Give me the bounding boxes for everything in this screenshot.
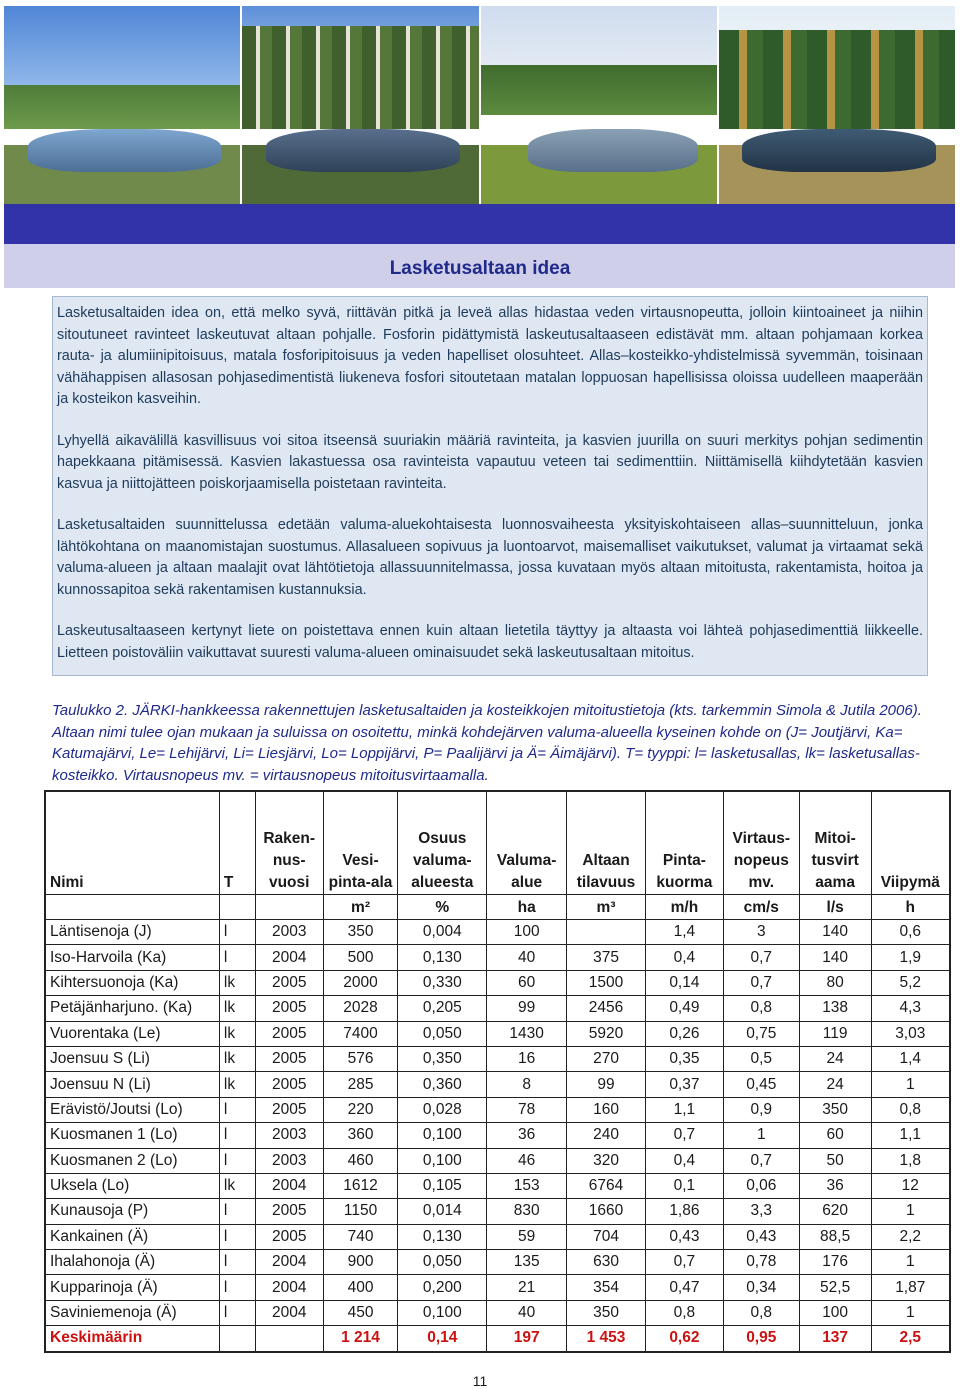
table-cell: lk: [219, 1021, 255, 1046]
table-cell: 2000: [323, 970, 398, 995]
site-name: Kuosmanen 1 (Lo): [45, 1123, 219, 1148]
table-cell: 0,47: [645, 1275, 723, 1300]
header-flow-velocity: [723, 791, 799, 895]
table-cell: 2004: [255, 945, 323, 970]
table-cell: l: [219, 945, 255, 970]
table-cell: 2,2: [871, 1224, 950, 1249]
table-cell: 0,8: [723, 996, 799, 1021]
table-cell: l: [219, 1275, 255, 1300]
table-cell: 2004: [255, 1300, 323, 1325]
table-cell: 0,4: [645, 1148, 723, 1173]
header-line: pinta-ala: [328, 874, 393, 891]
site-name: Petäjänharjuno. (Ka): [45, 996, 219, 1021]
unit-cell: m/h: [645, 895, 723, 920]
table-cell: 0,06: [723, 1173, 799, 1198]
table-cell: 0,4: [645, 945, 723, 970]
table-row: [45, 1097, 950, 1122]
table-cell: 0,130: [398, 945, 487, 970]
unit-cell: [219, 895, 255, 920]
table-cell: 16: [487, 1046, 567, 1071]
table-row: [45, 920, 950, 945]
header-line: vuosi: [268, 874, 310, 891]
unit-cell: h: [871, 895, 950, 920]
table-cell: 2005: [255, 970, 323, 995]
header-line: Virtaus-: [732, 830, 790, 847]
unit-cell: ha: [487, 895, 567, 920]
table-cell: 2456: [567, 996, 646, 1021]
table-cell: 0,49: [645, 996, 723, 1021]
table-cell: 0,028: [398, 1097, 487, 1122]
table-cell: 0,6: [871, 920, 950, 945]
table-cell: 176: [799, 1250, 871, 1275]
table-cell: 2005: [255, 1072, 323, 1097]
table-cell: 40: [487, 945, 567, 970]
table-cell: 3,3: [723, 1199, 799, 1224]
table-cell: 0,45: [723, 1072, 799, 1097]
table-cell: 100: [799, 1300, 871, 1325]
table-cell: 1,9: [871, 945, 950, 970]
table-row: [45, 1250, 950, 1275]
table-cell: 60: [799, 1123, 871, 1148]
table-cell: 1,1: [645, 1097, 723, 1122]
table-cell: 460: [323, 1148, 398, 1173]
table-cell: 0,350: [398, 1046, 487, 1071]
table-cell: 59: [487, 1224, 567, 1249]
table-cell: 0,26: [645, 1021, 723, 1046]
table-cell: 2005: [255, 1021, 323, 1046]
unit-cell: %: [398, 895, 487, 920]
header-band: [4, 204, 955, 244]
table-cell: 4,3: [871, 996, 950, 1021]
table-cell: 3: [723, 920, 799, 945]
table-units-row: [45, 895, 950, 920]
table-cell: 160: [567, 1097, 646, 1122]
table-cell: 220: [323, 1097, 398, 1122]
table-cell: 1612: [323, 1173, 398, 1198]
average-cell: 0,62: [645, 1326, 723, 1352]
table-cell: 0,9: [723, 1097, 799, 1122]
table-cell: 80: [799, 970, 871, 995]
table-cell: 60: [487, 970, 567, 995]
table-cell: l: [219, 920, 255, 945]
table-cell: 500: [323, 945, 398, 970]
header-photos: [4, 6, 955, 204]
table-cell: 5920: [567, 1021, 646, 1046]
table-cell: 0,37: [645, 1072, 723, 1097]
header-line: alue: [511, 874, 543, 891]
table-cell: 0,8: [645, 1300, 723, 1325]
table-header-row: [45, 791, 950, 895]
site-name: Kankainen (Ä): [45, 1224, 219, 1249]
average-cell: 137: [799, 1326, 871, 1352]
header-line: Raken-: [263, 830, 316, 847]
table-cell: 1500: [567, 970, 646, 995]
table-cell: 2005: [255, 1199, 323, 1224]
header-type: T: [219, 791, 255, 895]
table-cell: 0,8: [723, 1300, 799, 1325]
table-row: [45, 970, 950, 995]
header-line: nus-: [272, 852, 306, 869]
paragraph: Lyhyellä aikavälillä kasvillisuus voi sitoa itseensä suuriakin määriä ravinteita, ja kasvien juurilla on suuri merkitys pohjan sedimentin hapekkaana pitämisessä. Kasvien lakastuessa osa ravinteista vapautuu veteen tai sedimenttiin. Niittämisellä kiihdytetään kasvien kasvua ja niittojätteen poiskorjaamisella poistetaan ravinteita.: [57, 432, 923, 492]
header-line: Pinta-: [662, 852, 706, 869]
average-cell: 1 214: [323, 1326, 398, 1352]
table-row: [45, 1046, 950, 1071]
table-cell: 1,1: [871, 1123, 950, 1148]
table-cell: 1660: [567, 1199, 646, 1224]
table-total-row: [45, 1326, 950, 1352]
table-row: [45, 1173, 950, 1198]
table-cell: 270: [567, 1046, 646, 1071]
table-cell: l: [219, 1148, 255, 1173]
table-cell: 0,7: [645, 1123, 723, 1148]
header-line: Vesi-: [342, 852, 379, 869]
table-cell: lk: [219, 1046, 255, 1071]
table-cell: 135: [487, 1250, 567, 1275]
table-cell: 620: [799, 1199, 871, 1224]
table-cell: 576: [323, 1046, 398, 1071]
table-cell: 0,35: [645, 1046, 723, 1071]
table-cell: lk: [219, 1173, 255, 1198]
table-cell: 350: [799, 1097, 871, 1122]
average-cell: [255, 1326, 323, 1352]
table-cell: 138: [799, 996, 871, 1021]
site-name: Joensuu N (Li): [45, 1072, 219, 1097]
table-cell: l: [219, 1199, 255, 1224]
header-line: aama: [815, 874, 855, 891]
table-cell: 36: [487, 1123, 567, 1148]
table-row: [45, 1224, 950, 1249]
table-cell: 2005: [255, 1046, 323, 1071]
table-cell: 1,87: [871, 1275, 950, 1300]
table-row: [45, 1199, 950, 1224]
header-surface-load: [645, 791, 723, 895]
table-cell: 0,7: [645, 1250, 723, 1275]
table-cell: 0,14: [645, 970, 723, 995]
table-cell: 1,86: [645, 1199, 723, 1224]
unit-cell: l/s: [799, 895, 871, 920]
paragraph: Lasketusaltaiden suunnittelussa edetään valuma-aluekohtaisesta luonnosvaiheesta yksityiskohtaiseen allas–suunnitteluun, jonka lähtökohtana on maanomistajan suostumus. Allasalueen sopivuus ja luontoarvot, maisemalliset vaikutukset, valumat ja virtaamat sekä valuma-alueen ja altaan maalajit ovat lähtötietoja allassuunnitelmassa, jossa kuvataan myös altaan mitoitusta, rakentamista, hoitoa ja kunnossapitoa sekä rakentamisen kustannuksia.: [57, 517, 923, 598]
table-cell: lk: [219, 996, 255, 1021]
table-cell: 0,014: [398, 1199, 487, 1224]
header-line: Altaan: [582, 852, 630, 869]
table-cell: lk: [219, 1072, 255, 1097]
table-cell: l: [219, 1097, 255, 1122]
table-cell: 1: [871, 1250, 950, 1275]
table-cell: 2003: [255, 920, 323, 945]
table-cell: lk: [219, 970, 255, 995]
table-cell: 360: [323, 1123, 398, 1148]
table-cell: 8: [487, 1072, 567, 1097]
page-number: 11: [472, 1373, 488, 1389]
table-cell: 0,43: [645, 1224, 723, 1249]
photo-pond-industrial: [4, 6, 240, 204]
table-cell: 240: [567, 1123, 646, 1148]
site-name: Kuosmanen 2 (Lo): [45, 1148, 219, 1173]
photo-pond-birches: [242, 6, 478, 204]
table-cell: 830: [487, 1199, 567, 1224]
table-cell: 40: [487, 1300, 567, 1325]
paragraph: Lasketusaltaiden idea on, että melko syvä, riittävän pitkä ja leveä allas hidastaa veden virtausnopeutta, jolloin kiintoaineet ja niihin sitoutuneet ravinteet laskeutuvat altaan pohjalle. Fosforin pidättymistä laskeutusaltaaseen edistävät mm. altaan pohjamaan korkea rauta- ja alumiinipitoisuus, matala fosforipitoisuus ja veden hapelliset olosuhteet. Allas–kosteikko-yhdistelmissä syvemmän, toisinaan vähähappisen allasosan pohjasedimentistä liukeneva fosfori sitoutetaan matalan loppuosan hapellisissa oloissa uudelleen maaperään ja kosteikon kasveihin.: [57, 305, 923, 407]
table-cell: 12: [871, 1173, 950, 1198]
table-cell: 1: [871, 1072, 950, 1097]
table-cell: 375: [567, 945, 646, 970]
table-cell: 1430: [487, 1021, 567, 1046]
table-cell: 3,03: [871, 1021, 950, 1046]
table-cell: 24: [799, 1046, 871, 1071]
table-cell: 6764: [567, 1173, 646, 1198]
table-cell: 2028: [323, 996, 398, 1021]
page-heading: Lasketusaltaan idea: [389, 258, 571, 279]
table-cell: 100: [487, 920, 567, 945]
table-cell: 140: [799, 920, 871, 945]
table-cell: 0,78: [723, 1250, 799, 1275]
header-line: Viipymä: [880, 874, 940, 891]
table-cell: l: [219, 1250, 255, 1275]
header-line: tilavuus: [576, 874, 636, 891]
table-cell: 5,2: [871, 970, 950, 995]
table-cell: 78: [487, 1097, 567, 1122]
site-name: Ihalahonoja (Ä): [45, 1250, 219, 1275]
table-cell: 2005: [255, 1097, 323, 1122]
table-row: [45, 1072, 950, 1097]
table-cell: 704: [567, 1224, 646, 1249]
table-cell: 2004: [255, 1250, 323, 1275]
header-line: mv.: [748, 874, 775, 891]
header-volume: [567, 791, 646, 895]
table-cell: 140: [799, 945, 871, 970]
table-cell: 0,8: [871, 1097, 950, 1122]
photo-pond-forest: [719, 6, 955, 204]
header-line: valuma-: [413, 852, 472, 869]
table-row: [45, 1148, 950, 1173]
table-row: [45, 945, 950, 970]
average-cell: 1 453: [567, 1326, 646, 1352]
site-name: Kunausoja (P): [45, 1199, 219, 1224]
header-design-flow: [799, 791, 871, 895]
table-cell: 0,205: [398, 996, 487, 1021]
table-cell: 2005: [255, 996, 323, 1021]
table-cell: 1,4: [645, 920, 723, 945]
site-name: Uksela (Lo): [45, 1173, 219, 1198]
header-share: [398, 791, 487, 895]
header-line: Mitoi-: [814, 830, 856, 847]
table-cell: 21: [487, 1275, 567, 1300]
site-name: Erävistö/Joutsi (Lo): [45, 1097, 219, 1122]
average-label: Keskimäärin: [45, 1326, 219, 1352]
header-catchment: [487, 791, 567, 895]
header-line: tusvirt: [811, 852, 859, 869]
site-name: Kupparinoja (Ä): [45, 1275, 219, 1300]
unit-cell: cm/s: [723, 895, 799, 920]
table-cell: 0,100: [398, 1148, 487, 1173]
table-cell: 0,5: [723, 1046, 799, 1071]
table-cell: 0,1: [645, 1173, 723, 1198]
header-name: Nimi: [45, 791, 219, 895]
average-cell: 0,14: [398, 1326, 487, 1352]
table-cell: 0,360: [398, 1072, 487, 1097]
header-line: nopeus: [733, 852, 789, 869]
table-row: [45, 1275, 950, 1300]
header-line: Valuma-: [496, 852, 557, 869]
table-cell: l: [219, 1224, 255, 1249]
average-cell: [219, 1326, 255, 1352]
table-cell: 52,5: [799, 1275, 871, 1300]
header-line: Osuus: [418, 830, 467, 847]
header-retention: [871, 791, 950, 895]
header-line: kuorma: [656, 874, 713, 891]
table-cell: 0,34: [723, 1275, 799, 1300]
table-cell: 7400: [323, 1021, 398, 1046]
table-cell: 1,4: [871, 1046, 950, 1071]
table-cell: 1: [871, 1199, 950, 1224]
average-cell: 0,95: [723, 1326, 799, 1352]
table-cell: 450: [323, 1300, 398, 1325]
table-cell: 0,75: [723, 1021, 799, 1046]
table-cell: 0,130: [398, 1224, 487, 1249]
table-cell: 2003: [255, 1123, 323, 1148]
average-cell: 2,5: [871, 1326, 950, 1352]
table-cell: 2004: [255, 1275, 323, 1300]
table-cell: 0,200: [398, 1275, 487, 1300]
table-cell: 99: [487, 996, 567, 1021]
header-line: alueesta: [411, 874, 474, 891]
table-cell: 119: [799, 1021, 871, 1046]
unit-cell: m³: [567, 895, 646, 920]
table-cell: 350: [567, 1300, 646, 1325]
table-cell: [567, 920, 646, 945]
unit-cell: [45, 895, 219, 920]
table-cell: 1,8: [871, 1148, 950, 1173]
table-cell: 740: [323, 1224, 398, 1249]
table-cell: 99: [567, 1072, 646, 1097]
table-cell: 24: [799, 1072, 871, 1097]
sizing-table: [44, 790, 951, 1353]
paragraph: Laskeutusaltaaseen kertynyt liete on poistettava ennen kuin altaan lietetila täyttyy ja altaasta voi lähteä pohjasedimenttiä liikkeelle. Lietteen poistoväliin vaikuttavat suuresti valuma-alueen ominaisuudet sekä laskeutusaltaan mitoitus.: [57, 623, 923, 661]
table-cell: 0,004: [398, 920, 487, 945]
table-cell: 0,7: [723, 970, 799, 995]
site-name: Joensuu S (Li): [45, 1046, 219, 1071]
table-cell: 2003: [255, 1148, 323, 1173]
table-cell: 1: [723, 1123, 799, 1148]
table-cell: 400: [323, 1275, 398, 1300]
unit-cell: m²: [323, 895, 398, 920]
site-name: Vuorentaka (Le): [45, 1021, 219, 1046]
table-cell: 46: [487, 1148, 567, 1173]
table-cell: 0,100: [398, 1300, 487, 1325]
table-cell: 1: [871, 1300, 950, 1325]
table-row: [45, 996, 950, 1021]
table-cell: 0,050: [398, 1021, 487, 1046]
table-cell: 320: [567, 1148, 646, 1173]
table-row: [45, 1021, 950, 1046]
unit-cell: [255, 895, 323, 920]
table-cell: 354: [567, 1275, 646, 1300]
table-cell: 0,100: [398, 1123, 487, 1148]
table-row: [45, 1300, 950, 1325]
table-cell: 50: [799, 1148, 871, 1173]
table-caption: Taulukko 2. JÄRKI-hankkeessa rakennettujen lasketusaltaiden ja kosteikkojen mitoitustietoja (kts. tarkemmin Simola & Jutila 2006). Altaan nimi tulee ojan mukaan ja suluissa on osoitettu, minkä kohdejärven valuma-alueella kyseinen kohde on (J= Joutjärvi, Ka= Katumajärvi, Le= Lehijärvi, Li= Liesjärvi, Lo= Loppijärvi, P= Paalijärvi ja Ä= Äimäjärvi). T= tyyppi: l= lasketusallas, lk= lasketusallas-kosteikko. Virtausnopeus mv. = virtausnopeus mitoitusvirtaamalla.: [52, 702, 922, 784]
table-cell: 2005: [255, 1224, 323, 1249]
table-cell: 0,43: [723, 1224, 799, 1249]
table-cell: 1150: [323, 1199, 398, 1224]
table-cell: 630: [567, 1250, 646, 1275]
table-row: [45, 1123, 950, 1148]
photo-pond-meadow: [481, 6, 717, 204]
site-name: Läntisenoja (J): [45, 920, 219, 945]
table-cell: 0,105: [398, 1173, 487, 1198]
table-cell: 153: [487, 1173, 567, 1198]
table-cell: l: [219, 1300, 255, 1325]
intro-text-box: [52, 296, 928, 676]
site-name: Kihtersuonoja (Ka): [45, 970, 219, 995]
table-cell: 285: [323, 1072, 398, 1097]
table-cell: 2004: [255, 1173, 323, 1198]
table-cell: l: [219, 1123, 255, 1148]
table-cell: 0,330: [398, 970, 487, 995]
table-cell: 0,7: [723, 945, 799, 970]
table-cell: 36: [799, 1173, 871, 1198]
header-water-area: [323, 791, 398, 895]
table-cell: 0,7: [723, 1148, 799, 1173]
table-cell: 350: [323, 920, 398, 945]
site-name: Saviniemenoja (Ä): [45, 1300, 219, 1325]
header-year: [255, 791, 323, 895]
site-name: Iso-Harvoila (Ka): [45, 945, 219, 970]
table-cell: 900: [323, 1250, 398, 1275]
average-cell: 197: [487, 1326, 567, 1352]
table-cell: 88,5: [799, 1224, 871, 1249]
table-cell: 0,050: [398, 1250, 487, 1275]
